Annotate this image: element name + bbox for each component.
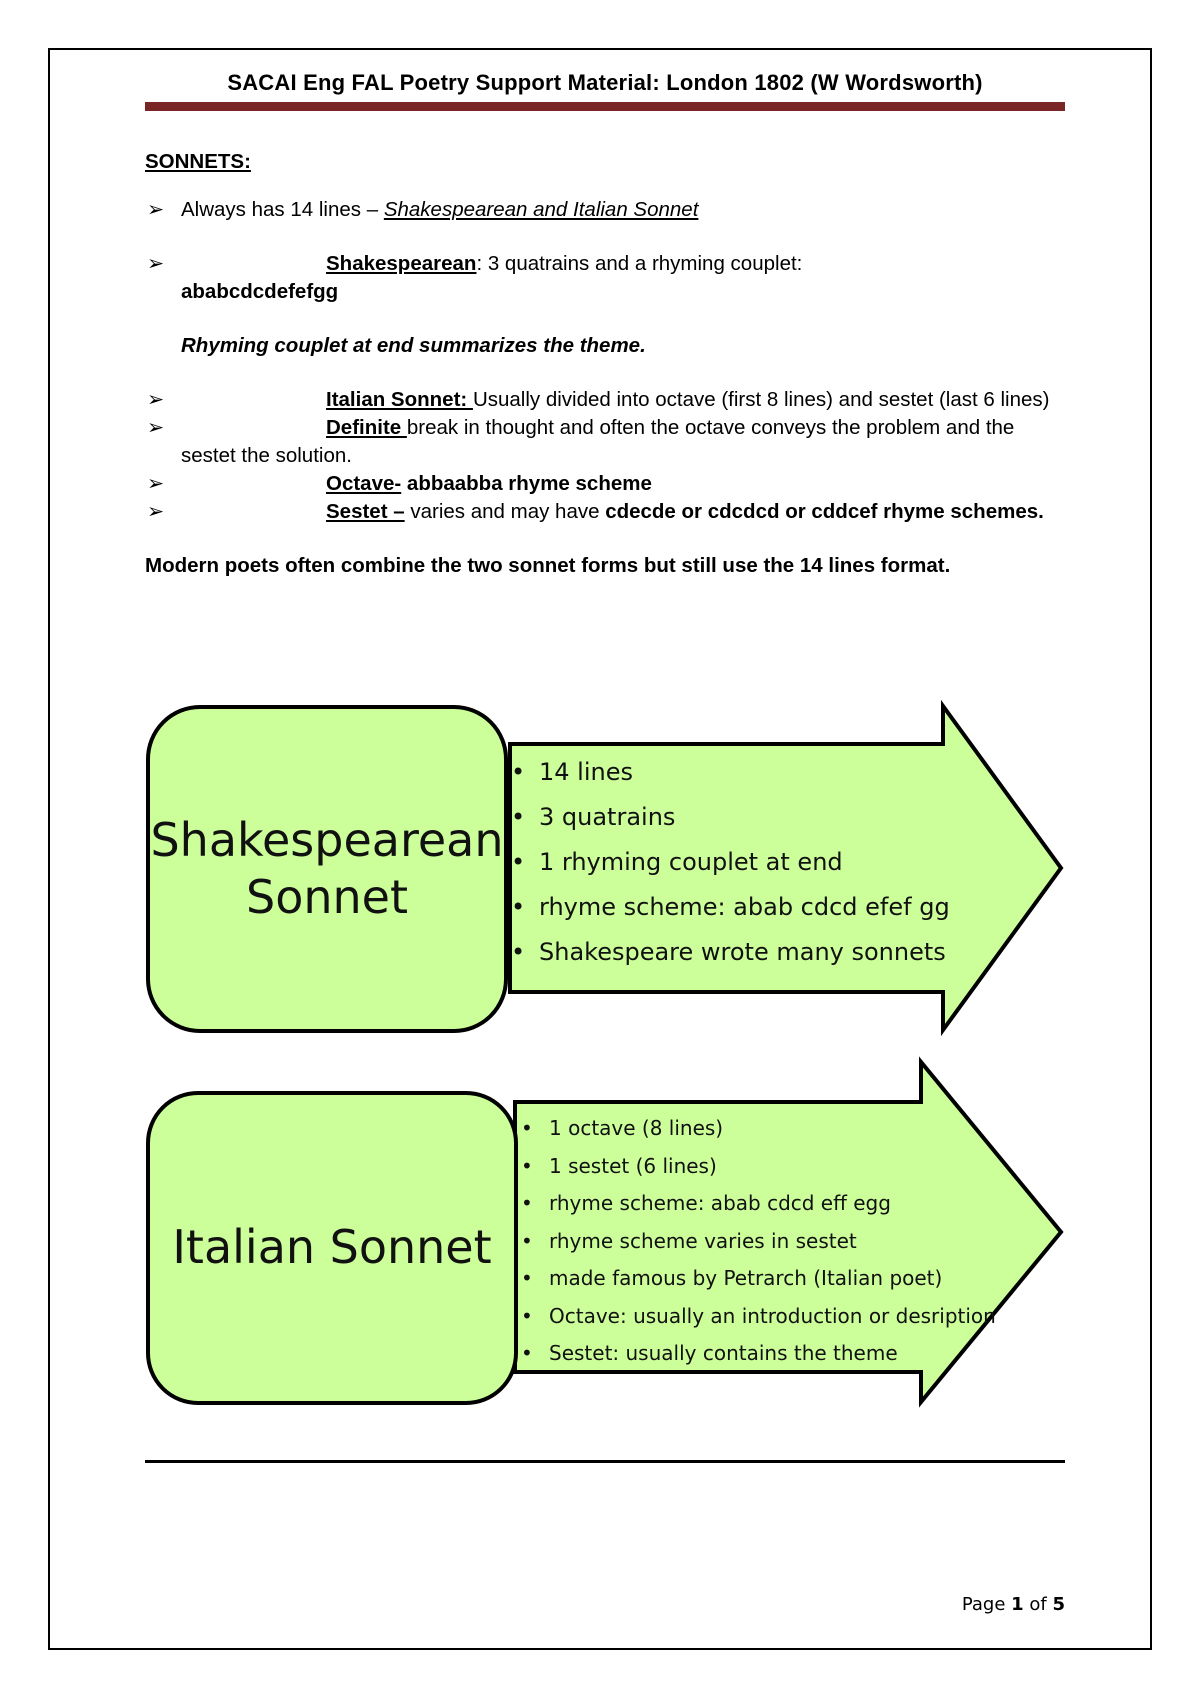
list-item: • rhyme scheme varies in sestet	[521, 1223, 996, 1261]
list-item: • Octave: usually an introduction or desription	[521, 1298, 996, 1336]
sonnets-section	[145, 148, 1065, 580]
shakespearean-diagram	[145, 704, 1065, 1044]
bullet-shakespearean	[145, 250, 1065, 306]
footer-rule	[145, 1460, 1065, 1463]
shakespearean-scheme: ababcdcdefefgg	[181, 280, 339, 303]
arrow-bullet-icon: ➢	[147, 252, 165, 275]
sestet-label: Sestet –	[326, 500, 405, 523]
sonnets-heading: SONNETS:	[145, 150, 251, 173]
bullet-fourteen-lines	[145, 196, 1065, 224]
italian-title: Italian Sonnet	[172, 1220, 492, 1275]
list-item: • 14 lines	[511, 750, 950, 795]
header-rule	[145, 102, 1065, 111]
list-item: • 1 rhyming couplet at end	[511, 840, 950, 885]
italian-points	[521, 1110, 996, 1373]
page-label: Page	[961, 1594, 1012, 1615]
page-total: 5	[1052, 1594, 1065, 1615]
list-item: • 3 quatrains	[511, 795, 950, 840]
definite-text: break in thought and often the octave conveys the problem and the sestet the solution.	[181, 416, 1015, 467]
list-item: • 1 sestet (6 lines)	[521, 1148, 996, 1186]
list-item: • rhyme scheme: abab cdcd eff egg	[521, 1185, 996, 1223]
shakespearean-title	[148, 707, 506, 1031]
italian-text: Usually divided into octave (first 8 lines) and sestet (last 6 lines)	[472, 388, 1050, 411]
arrow-bullet-icon: ➢	[147, 472, 165, 495]
shakespearean-title-line1: Shakespearean	[150, 812, 504, 867]
bullet-sestet	[145, 498, 1065, 526]
sestet-text: varies and may have	[404, 500, 606, 523]
arrow-bullet-icon: ➢	[147, 416, 165, 439]
octave-label: Octave-	[326, 472, 402, 495]
list-item: • Sestet: usually contains the theme	[521, 1335, 996, 1373]
list-item: • rhyme scheme: abab cdcd efef gg	[511, 885, 950, 930]
italian-diagram	[145, 1060, 1065, 1410]
shakespearean-text: : 3 quatrains and a rhyming couplet:	[476, 252, 803, 275]
header-title: SACAI Eng FAL Poetry Support Material: London 1802 (W Wordsworth)	[227, 70, 983, 95]
list-item: • made famous by Petrarch (Italian poet)	[521, 1260, 996, 1298]
arrow-bullet-icon: ➢	[147, 500, 165, 523]
page-of: of	[1023, 1594, 1053, 1615]
list-item: • 1 octave (8 lines)	[521, 1110, 996, 1148]
bullet-definite	[145, 414, 1065, 470]
modern-note: Modern poets often combine the two sonnet forms but still use the 14 lines format.	[145, 554, 951, 577]
list-item: • Shakespeare wrote many sonnets	[511, 930, 950, 975]
definite-label: Definite	[326, 416, 407, 439]
bullet-italian	[145, 386, 1065, 414]
fourteen-lines-text: Always has 14 lines –	[181, 198, 384, 221]
italian-label: Italian Sonnet:	[326, 388, 473, 411]
bullet-octave	[145, 470, 1065, 498]
shakespearean-points	[511, 750, 950, 975]
shakespearean-label: Shakespearean	[326, 252, 477, 275]
sestet-schemes: cdecde or cdcdcd or cddcef rhyme schemes.	[605, 500, 1044, 523]
shakespearean-title-line2: Sonnet	[246, 870, 408, 924]
octave-text: abbaabba rhyme scheme	[401, 472, 652, 495]
page-number	[962, 1594, 1065, 1615]
arrow-bullet-icon: ➢	[147, 388, 165, 411]
arrow-bullet-icon: ➢	[147, 198, 165, 221]
page-current: 1	[1011, 1594, 1024, 1615]
couplet-note: Rhyming couplet at end summarizes the theme.	[181, 334, 646, 357]
sonnet-types-text: Shakespearean and Italian Sonnet	[383, 198, 699, 221]
